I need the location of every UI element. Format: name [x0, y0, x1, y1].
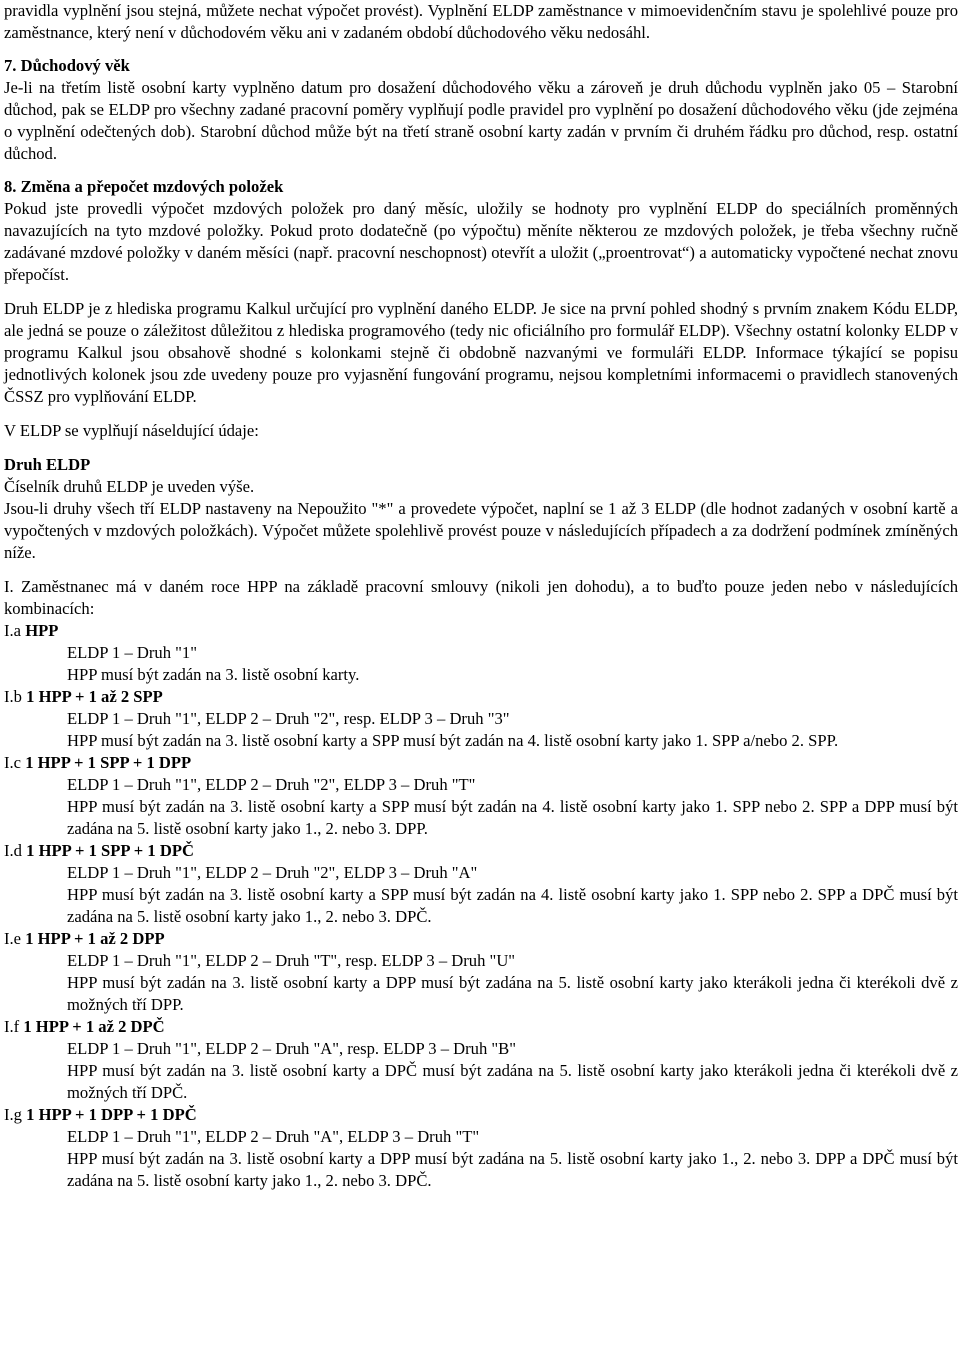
- section-8-body: Pokud jste provedli výpočet mzdových položek pro daný měsíc, uložily se hodnoty pro vyplnění ELDP do speciálních proměnných navazujících na tyto mzdové položky. Pokud proto dodatečně (po výpočtu) měníte některou ze mzdových položek, je třeba všechny ručně zadávané mzdové položky v daném měsíci (např. pracovní neschopnost) otevřít a uložit („proentrovat“) a automaticky vypočtené nechat znovu přepočíst.: [4, 199, 958, 284]
- case-eldp-line: ELDP 1 – Druh "1", ELDP 2 – Druh "2", ELDP 3 – Druh "A": [67, 863, 478, 882]
- case-id: I.e: [4, 929, 22, 948]
- case-detail-line: HPP musí být zadán na 3. listě osobní karty a SPP musí být zadán na 4. listě osobní karty jako 1. SPP nebo 2. SPP a DPČ musí být zadána na 5. listě osobní karty jako 1., 2. nebo 3. DPČ.: [67, 885, 958, 926]
- case-block: [4, 686, 958, 752]
- case-detail-line: HPP musí být zadán na 3. listě osobní karty a DPP musí být zadána na 5. listě osobní karty jako 1., 2. nebo 3. DPP a DPČ musí být zadána na 5. listě osobní karty jako 1., 2. nebo 3. DPČ.: [67, 1149, 958, 1190]
- case-heading: [4, 752, 958, 774]
- case-title: 1 HPP + 1 DPP + 1 DPČ: [26, 1105, 197, 1124]
- case-block: [4, 1016, 958, 1104]
- case-heading: [4, 1104, 958, 1126]
- section-8-heading: 8. Změna a přepočet mzdových položek: [4, 177, 284, 196]
- case-title: 1 HPP + 1 až 2 DPP: [25, 929, 165, 948]
- case-heading: [4, 620, 958, 642]
- case-id: I.g: [4, 1105, 22, 1124]
- case-detail-line: HPP musí být zadán na 3. listě osobní karty.: [67, 665, 360, 684]
- case-eldp-line: ELDP 1 – Druh "1", ELDP 2 – Druh "T", resp. ELDP 3 – Druh "U": [67, 951, 516, 970]
- druh-eldp-line-2: Jsou-li druhy všech tří ELDP nastaveny na Nepoužito "*" a provedete výpočet, naplní se 1 až 3 ELDP (dle hodnot zadaných v osobní kartě a vypočtených v mzdových položkách). Výpočet můžete spolehlivě provést pouze v následujících případech a za dodržení podmínek zmíněných níže.: [4, 499, 958, 562]
- section-7-body: Je-li na třetím listě osobní karty vyplněno datum pro dosažení důchodového věku a zároveň je druh důchodu vyplněn jako 05 – Starobní důchod, pak se ELDP pro všechny zadané pracovní poměry vyplňují podle pravidel pro vyplnění po dosažení důchodového věku (jde zejména o vyplnění odečtených dob). Starobní důchod může být na třetí straně osobní karty zadán v prvním či druhém řádku pro důchod, resp. ostatní důchod.: [4, 78, 958, 163]
- case-detail-line: HPP musí být zadán na 3. listě osobní karty a DPP musí být zadána na 5. listě osobní karty jako kterákoli jedna či kterékoli dvě z možných tří DPP.: [67, 973, 958, 1014]
- case-detail-line: HPP musí být zadán na 3. listě osobní karty a SPP musí být zadán na 4. listě osobní karty jako 1. SPP a/nebo 2. SPP.: [67, 731, 839, 750]
- fill-intro: V ELDP se vyplňují náseldující údaje:: [4, 421, 259, 440]
- case-intro: I. Zaměstnanec má v daném roce HPP na základě pracovní smlouvy (nikoli jen dohodu), a to buďto pouze jeden nebo v následujících kombinacích:: [4, 577, 958, 618]
- case-title: HPP: [25, 621, 59, 640]
- druh-eldp-paragraph: Druh ELDP je z hlediska programu Kalkul určující pro vyplnění daného ELDP. Je sice na první pohled shodný s prvním znakem Kódu ELDP, ale jedná se pouze o záležitost důležitou z hlediska programového (tedy nic oficiálního pro formulář ELDP). Všechny ostatní kolonky ELDP v programu Kalkul jsou obsahově shodné s kolonkami stejně či obdobně nazvanými ve formuláři ELDP. Informace týkající se popisu jednotlivých kolonek jsou zde uvedeny pouze pro vyjasnění fungování programu, nejsou kompletními informacemi o pravidlech stanovených ČSSZ pro vyplňování ELDP.: [4, 299, 958, 406]
- case-heading: [4, 686, 958, 708]
- case-eldp-line: ELDP 1 – Druh "1": [67, 643, 198, 662]
- case-id: I.f: [4, 1017, 20, 1036]
- case-eldp-line: ELDP 1 – Druh "1", ELDP 2 – Druh "2", resp. ELDP 3 – Druh "3": [67, 709, 510, 728]
- case-eldp-line: ELDP 1 – Druh "1", ELDP 2 – Druh "A", ELDP 3 – Druh "T": [67, 1127, 480, 1146]
- case-id: I.b: [4, 687, 22, 706]
- case-detail-line: HPP musí být zadán na 3. listě osobní karty a SPP musí být zadán na 4. listě osobní karty jako 1. SPP nebo 2. SPP a DPP musí být zadána na 5. listě osobní karty jako 1., 2. nebo 3. DPP.: [67, 797, 958, 838]
- case-block: [4, 1104, 958, 1192]
- case-block: [4, 928, 958, 1016]
- case-heading: [4, 840, 958, 862]
- case-id: I.a: [4, 621, 22, 640]
- case-block: [4, 620, 958, 686]
- intro-paragraph: pravidla vyplnění jsou stejná, můžete nechat výpočet provést). Vyplnění ELDP zaměstnance v mimoevidenčním stavu je spolehlivé pouze pro zaměstnance, který není v důchodovém věku ani v zadaném období důchodového věku nedosáhl.: [4, 1, 958, 42]
- case-title: 1 HPP + 1 až 2 SPP: [26, 687, 163, 706]
- druh-eldp-heading: Druh ELDP: [4, 455, 91, 474]
- case-heading: [4, 928, 958, 950]
- case-id: I.d: [4, 841, 22, 860]
- case-heading: [4, 1016, 958, 1038]
- case-block: [4, 752, 958, 840]
- case-block: [4, 840, 958, 928]
- case-title: 1 HPP + 1 až 2 DPČ: [23, 1017, 165, 1036]
- case-id: I.c: [4, 753, 22, 772]
- case-eldp-line: ELDP 1 – Druh "1", ELDP 2 – Druh "2", ELDP 3 – Druh "T": [67, 775, 476, 794]
- case-detail-line: HPP musí být zadán na 3. listě osobní karty a DPČ musí být zadána na 5. listě osobní karty jako kterákoli jedna či kterékoli dvě z možných tří DPČ.: [67, 1061, 958, 1102]
- document-page: [4, 0, 958, 1192]
- druh-eldp-line-1: Číselník druhů ELDP je uveden výše.: [4, 477, 255, 496]
- case-eldp-line: ELDP 1 – Druh "1", ELDP 2 – Druh "A", resp. ELDP 3 – Druh "B": [67, 1039, 517, 1058]
- case-title: 1 HPP + 1 SPP + 1 DPČ: [26, 841, 194, 860]
- section-7-heading: 7. Důchodový věk: [4, 56, 130, 75]
- case-title: 1 HPP + 1 SPP + 1 DPP: [25, 753, 192, 772]
